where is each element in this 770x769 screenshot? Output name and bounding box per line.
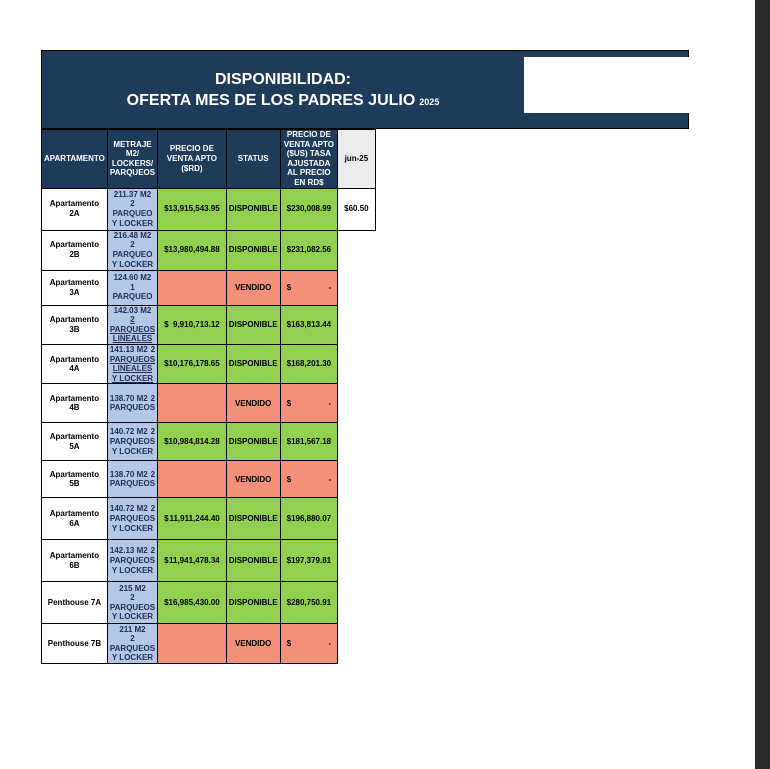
metraje-cell [107, 624, 157, 664]
metraje-parking: 2 PARQUEO Y LOCKER [111, 199, 154, 228]
price-us-value: 197,379.81 [291, 556, 332, 566]
metraje-cell [107, 344, 157, 383]
status-badge: DISPONIBLE [226, 423, 280, 461]
price-rd-cell [158, 270, 227, 305]
price-us-value: 163,813.44 [291, 319, 332, 329]
currency-symbol: $ [286, 437, 292, 447]
price-us-cell [280, 498, 338, 540]
price-rd-value: 9,910,713.12 [173, 319, 220, 329]
header-row [42, 130, 376, 189]
currency-symbol: $ [164, 319, 169, 329]
price-us-cell [280, 423, 338, 461]
price-us-value: 168,201.30 [291, 359, 332, 369]
metraje-parking: PARQUEOS Y LOCKER [109, 556, 156, 575]
metraje-cell [107, 582, 157, 624]
price-rd-cell [158, 230, 227, 270]
price-rd-cell [158, 188, 227, 230]
price-rd-cell [158, 582, 227, 624]
apartment-name: Apartamento 4B [42, 384, 108, 423]
status-badge: VENDIDO [226, 270, 280, 305]
blank-title-cell [524, 57, 690, 113]
currency-symbol: $ [164, 359, 169, 369]
availability-table [41, 129, 376, 664]
apartment-name: Apartamento 4A [42, 344, 108, 383]
price-us-cell [280, 582, 338, 624]
table-row [42, 305, 376, 344]
header-apartamento: APARTAMENTO [42, 130, 108, 189]
empty-cell [338, 423, 375, 461]
price-rd-cell [158, 498, 227, 540]
metraje-count: 2 [150, 427, 156, 437]
exchange-rate-cell [338, 188, 375, 230]
metraje-count: 2 [150, 393, 156, 403]
empty-cell [338, 540, 375, 582]
metraje-parking: PARQUEOS LINEALES Y LOCKER [109, 354, 156, 383]
header-rate-month: jun-25 [338, 130, 375, 189]
metraje-cell [107, 540, 157, 582]
currency-symbol: $ [164, 556, 169, 566]
status-badge: DISPONIBLE [226, 344, 280, 383]
price-us-value: 181,567.18 [291, 437, 332, 447]
status-badge: VENDIDO [226, 384, 280, 423]
empty-cell [338, 582, 375, 624]
currency-symbol: $ [286, 204, 292, 214]
apartment-name: Apartamento 3A [42, 270, 108, 305]
metraje-area: 211.37 M2 [113, 189, 152, 199]
apartment-name: Apartamento 6A [42, 498, 108, 540]
table-row [42, 540, 376, 582]
metraje-cell [107, 423, 157, 461]
empty-cell [338, 270, 375, 305]
price-rd-cell [158, 461, 227, 498]
currency-symbol: $ [286, 556, 292, 566]
metraje-count: 2 [150, 504, 156, 514]
metraje-parking: PARQUEOS Y LOCKER [109, 514, 156, 533]
table-row [42, 423, 376, 461]
metraje-cell [107, 384, 157, 423]
currency-symbol: $ [164, 245, 169, 255]
price-us-cell [280, 461, 338, 498]
metraje-parking: PARQUEOS [109, 403, 156, 413]
currency-symbol: $ [164, 204, 169, 214]
table-row [42, 498, 376, 540]
currency-symbol: $ [286, 319, 292, 329]
price-rd-value: 13,915,543.95 [168, 204, 220, 214]
price-rd-value: 11,941,478.34 [169, 556, 220, 566]
rate-value: 60.50 [348, 204, 369, 214]
empty-cell [338, 461, 375, 498]
metraje-area: 141.13 M2 [109, 344, 148, 354]
table-row [42, 461, 376, 498]
price-rd-cell [158, 384, 227, 423]
price-us-cell [280, 344, 338, 383]
metraje-area: 216.48 M2 [113, 230, 152, 240]
currency-symbol: $ [164, 514, 169, 524]
price-us-value: - [328, 639, 332, 649]
apartment-name: Apartamento 3B [42, 305, 108, 344]
metraje-parking: 2 PARQUEO Y LOCKER [111, 240, 154, 269]
price-us-cell [280, 540, 338, 582]
currency-symbol: $ [286, 639, 292, 649]
metraje-cell [107, 305, 157, 344]
metraje-area: 140.72 M2 [109, 427, 148, 437]
apartment-name: Penthouse 7B [42, 624, 108, 664]
apartment-name: Apartamento 6B [42, 540, 108, 582]
price-rd-value: 10,176,178.65 [168, 359, 220, 369]
metraje-cell [107, 188, 157, 230]
status-badge: DISPONIBLE [226, 498, 280, 540]
table-row [42, 384, 376, 423]
price-us-cell [280, 305, 338, 344]
metraje-parking: 2 PARQUEOS Y LOCKER [109, 593, 156, 622]
metraje-area: 142.03 M2 [113, 305, 152, 315]
title-banner [41, 50, 689, 129]
metraje-parking: PARQUEOS [109, 479, 156, 489]
header-precio-rd: PRECIO DE VENTA APTO ($RD) [158, 130, 227, 189]
metraje-count: 2 [150, 344, 156, 354]
price-rd-cell [158, 344, 227, 383]
price-us-value: - [328, 282, 332, 292]
currency-symbol: $ [164, 437, 169, 447]
table-row [42, 624, 376, 664]
status-badge: DISPONIBLE [226, 230, 280, 270]
price-rd-value: 11,911,244.40 [169, 514, 220, 524]
rate-symbol: $ [344, 204, 349, 214]
price-us-value: - [328, 474, 332, 484]
price-rd-value: 16,985,430.00 [168, 598, 220, 608]
metraje-cell [107, 498, 157, 540]
empty-cell [338, 305, 375, 344]
currency-symbol: $ [286, 598, 292, 608]
apartment-name: Apartamento 2A [42, 188, 108, 230]
metraje-parking: 2 PARQUEOS LINEALES [109, 315, 156, 344]
currency-symbol: $ [286, 359, 292, 369]
vertical-scrollbar[interactable] [755, 0, 770, 769]
price-rd-cell [158, 423, 227, 461]
apartment-name: Apartamento 5B [42, 461, 108, 498]
metraje-cell [107, 270, 157, 305]
price-us-cell [280, 188, 338, 230]
title-line-2: OFERTA MES DE LOS PADRES JULIO 2025 [126, 92, 440, 109]
metraje-area: 140.72 M2 [109, 504, 148, 514]
price-us-value: 196,880.07 [291, 514, 332, 524]
metraje-cell [107, 230, 157, 270]
title-year: 2025 [419, 97, 440, 107]
currency-symbol: $ [164, 598, 169, 608]
status-badge: DISPONIBLE [226, 582, 280, 624]
status-badge: VENDIDO [226, 624, 280, 664]
empty-cell [338, 230, 375, 270]
apartment-name: Penthouse 7A [42, 582, 108, 624]
price-rd-cell [158, 624, 227, 664]
title-line-1: DISPONIBILIDAD: [215, 71, 351, 88]
status-badge: DISPONIBLE [226, 540, 280, 582]
price-us-value: 231,082.56 [291, 245, 332, 255]
price-us-cell [280, 230, 338, 270]
currency-symbol: $ [286, 282, 292, 292]
metraje-parking: 1 PARQUEO [112, 282, 153, 302]
price-us-value: 280,750.91 [291, 598, 332, 608]
price-us-cell [280, 384, 338, 423]
metraje-area: 215 M2 [119, 583, 146, 593]
price-us-value: 230,008.99 [291, 204, 332, 214]
metraje-parking: PARQUEOS Y LOCKER [109, 437, 156, 456]
metraje-count: 2 [150, 546, 156, 556]
metraje-cell [107, 461, 157, 498]
metraje-parking: 2 PARQUEOS Y LOCKER [109, 634, 156, 663]
empty-cell [338, 384, 375, 423]
currency-symbol: $ [286, 474, 292, 484]
price-rd-value: 13,980,494.88 [168, 245, 220, 255]
empty-cell [338, 498, 375, 540]
currency-symbol: $ [286, 245, 292, 255]
table-row [42, 270, 376, 305]
table-row [42, 188, 376, 230]
metraje-area: 138.70 M2 [109, 393, 148, 403]
table-row [42, 230, 376, 270]
header-precio-us: PRECIO DE VENTA APTO ($US) TASA AJUSTADA AL PRECIO EN RD$ [280, 130, 338, 189]
currency-symbol: $ [286, 514, 292, 524]
apartment-name: Apartamento 5A [42, 423, 108, 461]
metraje-area: 142.13 M2 [109, 546, 148, 556]
price-us-cell [280, 624, 338, 664]
price-us-value: - [328, 398, 332, 408]
header-metraje: METRAJE M2/ LOCKERS/ PARQUEOS [107, 130, 157, 189]
status-badge: DISPONIBLE [226, 305, 280, 344]
currency-symbol: $ [286, 398, 292, 408]
header-status: STATUS [226, 130, 280, 189]
price-rd-cell [158, 540, 227, 582]
apartment-name: Apartamento 2B [42, 230, 108, 270]
status-badge: DISPONIBLE [226, 188, 280, 230]
table-row [42, 344, 376, 383]
empty-cell [338, 344, 375, 383]
price-us-cell [280, 270, 338, 305]
price-rd-value: 10,984,814.28 [168, 437, 220, 447]
price-rd-cell [158, 305, 227, 344]
table-row [42, 582, 376, 624]
metraje-area: 138.70 M2 [109, 469, 148, 479]
status-badge: VENDIDO [226, 461, 280, 498]
metraje-area: 211 M2 [119, 624, 146, 634]
metraje-count: 2 [150, 469, 156, 479]
metraje-area: 124.60 M2 [113, 273, 152, 283]
empty-cell [338, 624, 375, 664]
